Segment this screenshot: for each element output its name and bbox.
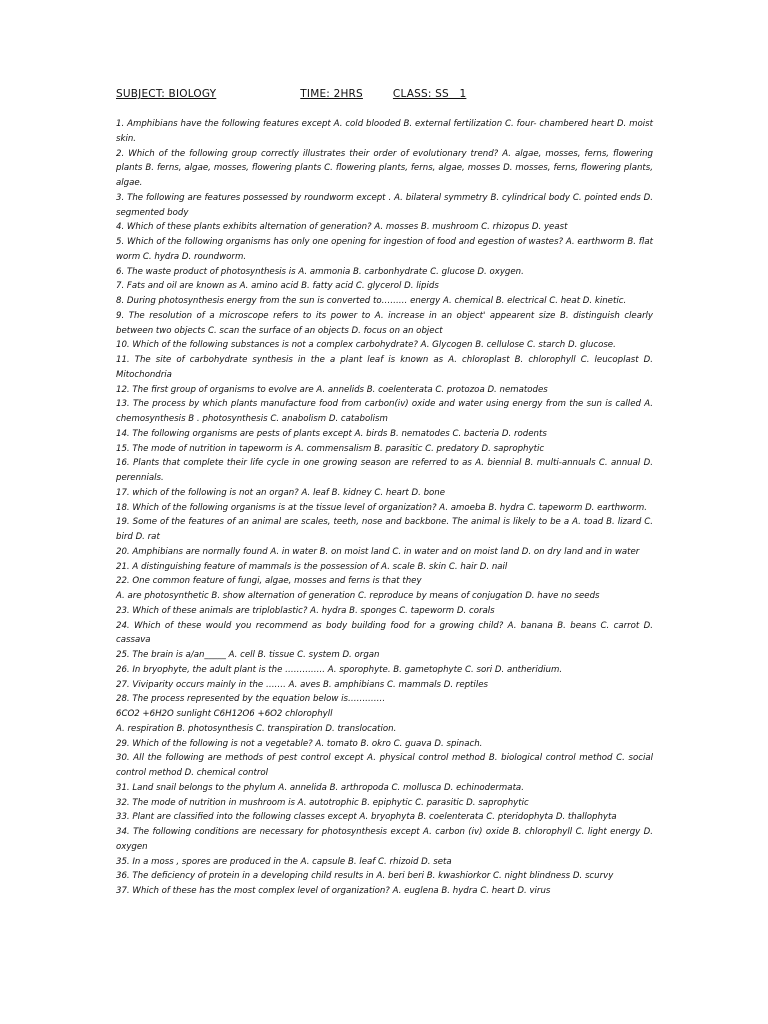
question-text: 24. Which of these would you recommend as body building food for a growing child? A. banana B. beans C. carrot D. cassava	[116, 620, 653, 646]
question-text: 34. The following conditions are necessary for photosynthesis except A. carbon (iv) oxide B. chlorophyll C. light energy D. oxygen	[116, 827, 653, 852]
question-text: 1. Amphibians have the following features except A. cold blooded B. external fertilization C. four- chambered heart D. moist skin.	[116, 119, 653, 144]
question-options: A. respiration B. photosynthesis C. transpiration D. translocation.	[116, 723, 397, 734]
question-text: 7. Fats and oil are known as A. amino acid B. fatty acid C. glycerol D. lipids	[116, 281, 439, 292]
question-text: 37. Which of these has the most complex level of organization? A. euglena B. hydra C. heart D. virus	[116, 886, 551, 896]
question-text: 11. The site of carbohydrate synthesis in the a plant leaf is known as A. chloroplast B. chlorophyll C. leucoplast D. Mitochondria	[116, 355, 653, 380]
question-text: 35. In a moss , spores are produced in the A. capsule B. leaf C. rhizoid D. seta	[116, 856, 452, 867]
question-text: 19. Some of the features of an animal are scales, teeth, nose and backbone. The animal is likely to be a A. toad B. lizard C. bird D. rat	[116, 517, 653, 542]
question-text: 12. The first group of organisms to evolve are A. annelids B. coelenterata C. protozoa D. nematodes	[116, 384, 548, 395]
question-text: 10. Which of the following substances is not a complex carbohydrate? A. Glycogen B. cellulose C. starch D. glucose.	[116, 340, 616, 351]
question-text: 6. The waste product of photosynthesis is A. ammonia B. carbonhydrate C. glucose D. oxygen.	[116, 266, 524, 277]
question-text: 21. A distinguishing feature of mammals is the possession of A. scale B. skin C. hair D. nail	[116, 561, 508, 572]
question-text: 30. All the following are methods of pest control except A. physical control method B. biological control method C. social control method D. chemical control	[116, 753, 653, 778]
question-text: 32. The mode of nutrition in mushroom is A. autotrophic B. epiphytic C. parasitic D. saprophytic	[116, 797, 529, 808]
question-text: 29. Which of the following is not a vegetable? A. tomato B. okro C. guava D. spinach.	[116, 738, 483, 749]
question-text: 15. The mode of nutrition in tapeworm is A. commensalism B. parasitic C. predatory D. saprophytic	[116, 443, 545, 454]
question-text: 5. Which of the following organisms has only one opening for ingestion of food and egestion of wastes? A. earthworm B. flat worm C. hydra D. roundworm.	[116, 237, 653, 262]
question-text: 36. The deficiency of protein in a developing child results in A. beri beri B. kwashiorkor C. night blindness D. scurvy	[116, 871, 614, 882]
question-text: 20. Amphibians are normally found A. in water B. on moist land C. in water and on moist land D. on dry land and in water	[116, 546, 640, 557]
question-text: 8. During photosynthesis energy from the sun is converted to……… energy A. chemical B. electrical C. heat D. kinetic.	[116, 296, 627, 306]
time-label: TIME: 2HRS	[300, 88, 363, 100]
question-text: 9. The resolution of a microscope refers to its power to A. increase in an object' appearent size B. distinguish clearly between two objects C. scan the surface of an objects D. focus on an object	[116, 310, 653, 336]
question-text: 28. The process represented by the equation below is………….	[116, 694, 386, 705]
question-text: 14. The following organisms are pests of plants except A. birds B. nematodes C. bacteria D. rodents	[116, 428, 547, 439]
question-list	[116, 117, 653, 899]
question-text: 33. Plant are classified into the following classes except A. bryophyta B. coelenterata C. pteridophyta D. thallophyta	[116, 812, 617, 823]
question-text: 2. Which of the following group correctly illustrates their order of evolutionary trend? A. algae, mosses, ferns, flowering plants B. ferns, algae, mosses, flowering plants C. flowering plants, ferns, algae, mosses D. mosses, ferns, flowering plants, algae.	[116, 148, 653, 188]
question-text: 25. The brain is a/an_____ A. cell B. tissue C. system D. organ	[116, 650, 380, 660]
question-text: 26. In bryophyte, the adult plant is the ………….. A. sporophyte. B. gametophyte C. sori D. antheridium.	[116, 664, 563, 675]
question-text: 23. Which of these animals are triploblastic? A. hydra B. sponges C. tapeworm D. corals	[116, 605, 495, 616]
question-text: 18. Which of the following organisms is at the tissue level of organization? A. amoeba B. hydra C. tapeworm D. earthworm.	[116, 502, 647, 513]
question-text: 17. which of the following is not an organ? A. leaf B. kidney C. heart D. bone	[116, 487, 446, 498]
question-text: 4. Which of these plants exhibits alternation of generation? A. mosses B. mushroom C. rhizopus D. yeast	[116, 222, 568, 233]
subject-label: SUBJECT: BIOLOGY	[116, 88, 217, 100]
question-options: A. are photosynthetic B. show alternation of generation C. reproduce by means of conjugation D. have no seeds	[116, 591, 600, 601]
question-text: 22. One common feature of fungi, algae, mosses and ferns is that they	[116, 576, 422, 587]
class-label: CLASS: SS 1	[392, 88, 467, 100]
question-text: 3. The following are features possessed by roundworm except . A. bilateral symmetry B. cylindrical body C. pointed ends D. segmented body	[116, 192, 653, 218]
exam-header	[116, 88, 496, 100]
question-text: 31. Land snail belongs to the phylum A. annelida B. arthropoda C. mollusca D. echinodermata.	[116, 782, 524, 793]
equation-text: 6CO2 +6H2O sunlight C6H12O6 +6O2 chlorophyll	[116, 709, 333, 719]
question-text: 27. Viviparity occurs mainly in the ……. A. aves B. amphibians C. mammals D. reptiles	[116, 679, 488, 690]
question-text: 13. The process by which plants manufacture food from carbon(iv) oxide and water using energy from the sun is called A. chemosynthesis B . photosynthesis C. anabolism D. catabolism	[116, 399, 653, 424]
question-text: 16. Plants that complete their life cycle in one growing season are referred to as A. biennial B. multi-annuals C. annual D. perennials.	[116, 458, 653, 483]
